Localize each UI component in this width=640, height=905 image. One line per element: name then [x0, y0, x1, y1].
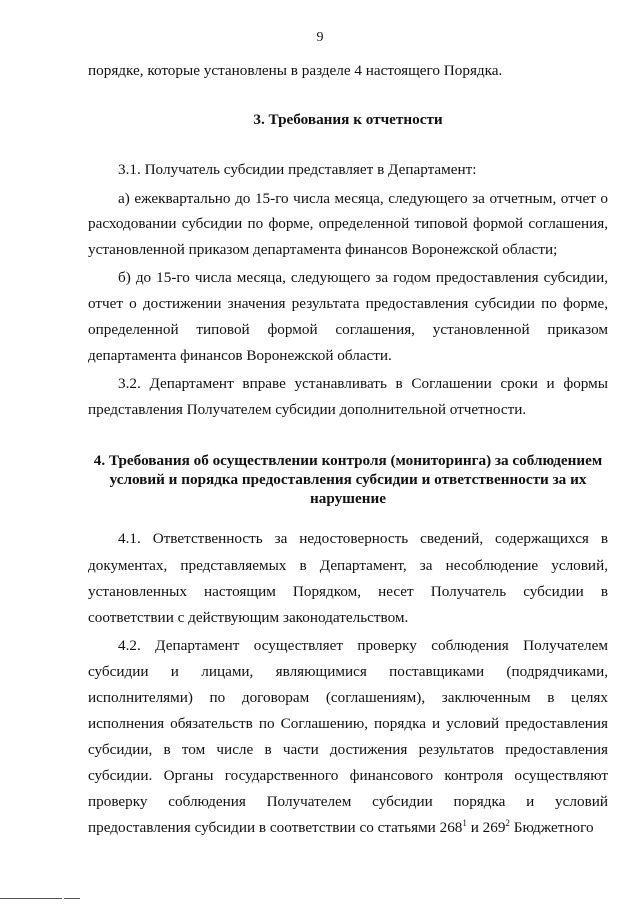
paragraph-line-with-footnotes [88, 818, 594, 838]
text-fragment: Бюджетного [509, 819, 594, 836]
paragraph-line: субсидии и лицами, являющимися поставщиками (подрядчиками, [88, 663, 608, 680]
paragraph-line: установленных настоящим Порядком, несет Получатель субсидии в [88, 583, 608, 600]
paragraph-line: исполнителями) по договорам (соглашениям), заключенным в целях [88, 689, 608, 706]
paragraph-line: соответствии с действующим законодательством. [88, 609, 409, 626]
paragraph-line: отчет о достижении значения результата предоставления субсидии по форме, [88, 295, 608, 312]
paragraph-line: документах, представляемых в Департамент, за несоблюдение условий, [88, 557, 608, 574]
paragraph-line: расходовании субсидии по форме, определенной типовой формой соглашения, [88, 215, 608, 232]
paragraph-line: субсидии, в том числе в части достижения результатов предоставления [88, 741, 608, 758]
paragraph-line: порядке, которые установлены в разделе 4 настоящего Порядка. [88, 62, 503, 79]
text-fragment: и 269 [466, 819, 506, 836]
paragraph-line: исполнения обязательств по Соглашению, порядка и условий предоставления [88, 715, 608, 732]
paragraph-line: б) до 15-го числа месяца, следующего за годом предоставления субсидии, [118, 269, 608, 286]
section-heading: нарушение [310, 490, 386, 507]
paragraph-line: проверку соблюдения Получателем субсидии порядка и условий [88, 793, 608, 810]
bottom-rule [0, 898, 62, 899]
paragraph-line: представления Получателем субсидии дополнительной отчетности. [88, 401, 527, 418]
paragraph-line: 4.1. Ответственность за недостоверность сведений, содержащихся в [118, 530, 608, 547]
paragraph-line: 4.2. Департамент осуществляет проверку соблюдения Получателем [118, 637, 608, 654]
paragraph-line: 3.1. Получатель субсидии представляет в Департамент: [118, 161, 477, 178]
page-number: 9 [316, 30, 324, 45]
section-heading: 4. Требования об осуществлении контроля (мониторинга) за соблюдением [93, 452, 603, 469]
section-heading: условий и порядка предоставления субсидии и ответственности за их [109, 471, 587, 488]
paragraph-line: департамента финансов Воронежской области. [88, 347, 392, 364]
footnote-mark: 1 [462, 817, 467, 828]
text-fragment: предоставления субсидии в соответствии со статьями 268 [88, 819, 463, 836]
paragraph-line: определенной типовой формой соглашения, установленной приказом [88, 321, 608, 338]
bottom-rule [64, 898, 80, 899]
paragraph-line: а) ежеквартально до 15-го числа месяца, следующего за отчетным, отчет о [118, 190, 608, 207]
section-heading: 3. Требования к отчетности [253, 111, 443, 128]
paragraph-line: 3.2. Департамент вправе устанавливать в Соглашении сроки и формы [118, 375, 608, 392]
paragraph-line: субсидии. Органы государственного финансового контроля осуществляют [88, 767, 608, 784]
footnote-mark: 2 [505, 817, 510, 828]
paragraph-line: установленной приказом департамента финансов Воронежской области; [88, 241, 558, 258]
